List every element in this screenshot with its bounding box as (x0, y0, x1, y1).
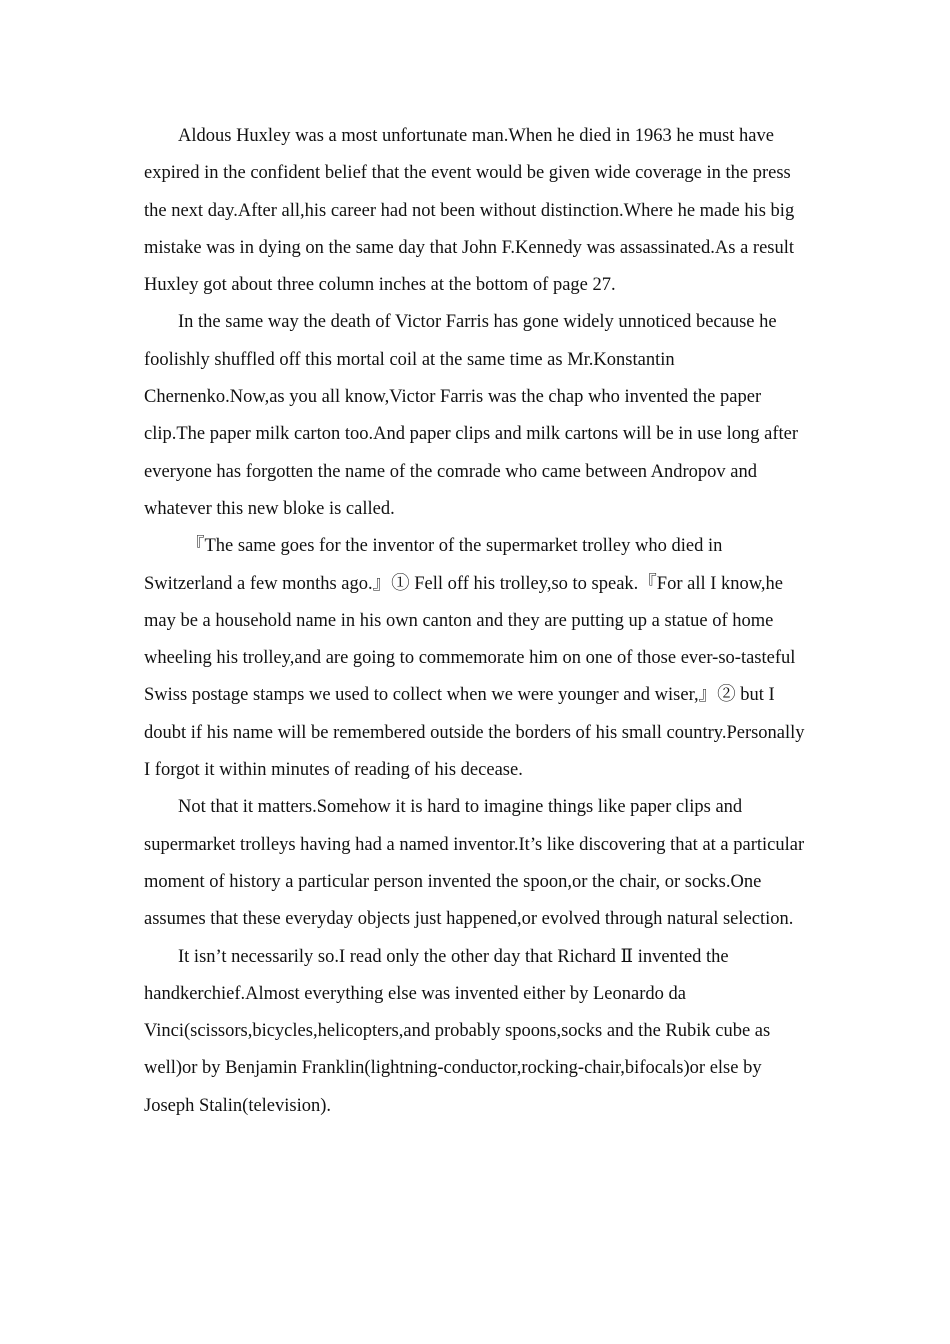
paragraph-huxley: Aldous Huxley was a most unfortunate man.When he died in 1963 he must have expired in the confident belief that the event would be given wide coverage in the press the next day.After all,his career had not been without distinction.Where he made his big mistake was in dying on the same day that John F.Kennedy was assassinated.As a result Huxley got about three column inches at the bottom of page 27. (144, 126, 795, 296)
paragraph-inventions: It isn’t necessarily so.I read only the other day that Richard Ⅱ invented the handkerchief.Almost everything else was invented either by Leonardo da Vinci(scissors,bicycles,helicopters,and probably spoons,socks and the Rubik cube as well)or by Benjamin Franklin(lightning-conductor,rocking-chair,bifocals)or else by Joseph Stalin(television). (144, 946, 771, 1116)
paragraph-named-inventor: Not that it matters.Somehow it is hard to imagine things like paper clips and supermarket trolleys having had a named inventor.It’s like discovering that at a particular moment of history a particular person invented the spoon,or the chair, or socks.One assumes that these everyday objects just happened,or evolved through natural selection. (144, 797, 805, 930)
paragraph-farris: In the same way the death of Victor Farris has gone widely unnoticed because he foolishly shuffled off this mortal coil at the same time as Mr.Konstantin Chernenko.Now,as you all know,Victor Farris was the chap who invented the paper clip.The paper milk carton too.And paper clips and milk cartons will be in use long after everyone has forgotten the name of the comrade who came between Andropov and whatever this new bloke is called. (144, 312, 798, 519)
paragraph-trolley-inventor: 『The same goes for the inventor of the supermarket trolley who died in Switzerland a few months ago.』① Fell off his trolley,so to speak.『For all I know,he may be a household name in his own canton and they are putting up a statue of home wheeling his trolley,and are going to commemorate him on one of those ever-so-tasteful Swiss postage stamps we used to collect when we were younger and wiser,』② but I doubt if his name will be remembered outside the borders of his small country.Personally I forgot it within minutes of reading of his decease. (144, 536, 805, 781)
document-page (144, 118, 808, 1125)
